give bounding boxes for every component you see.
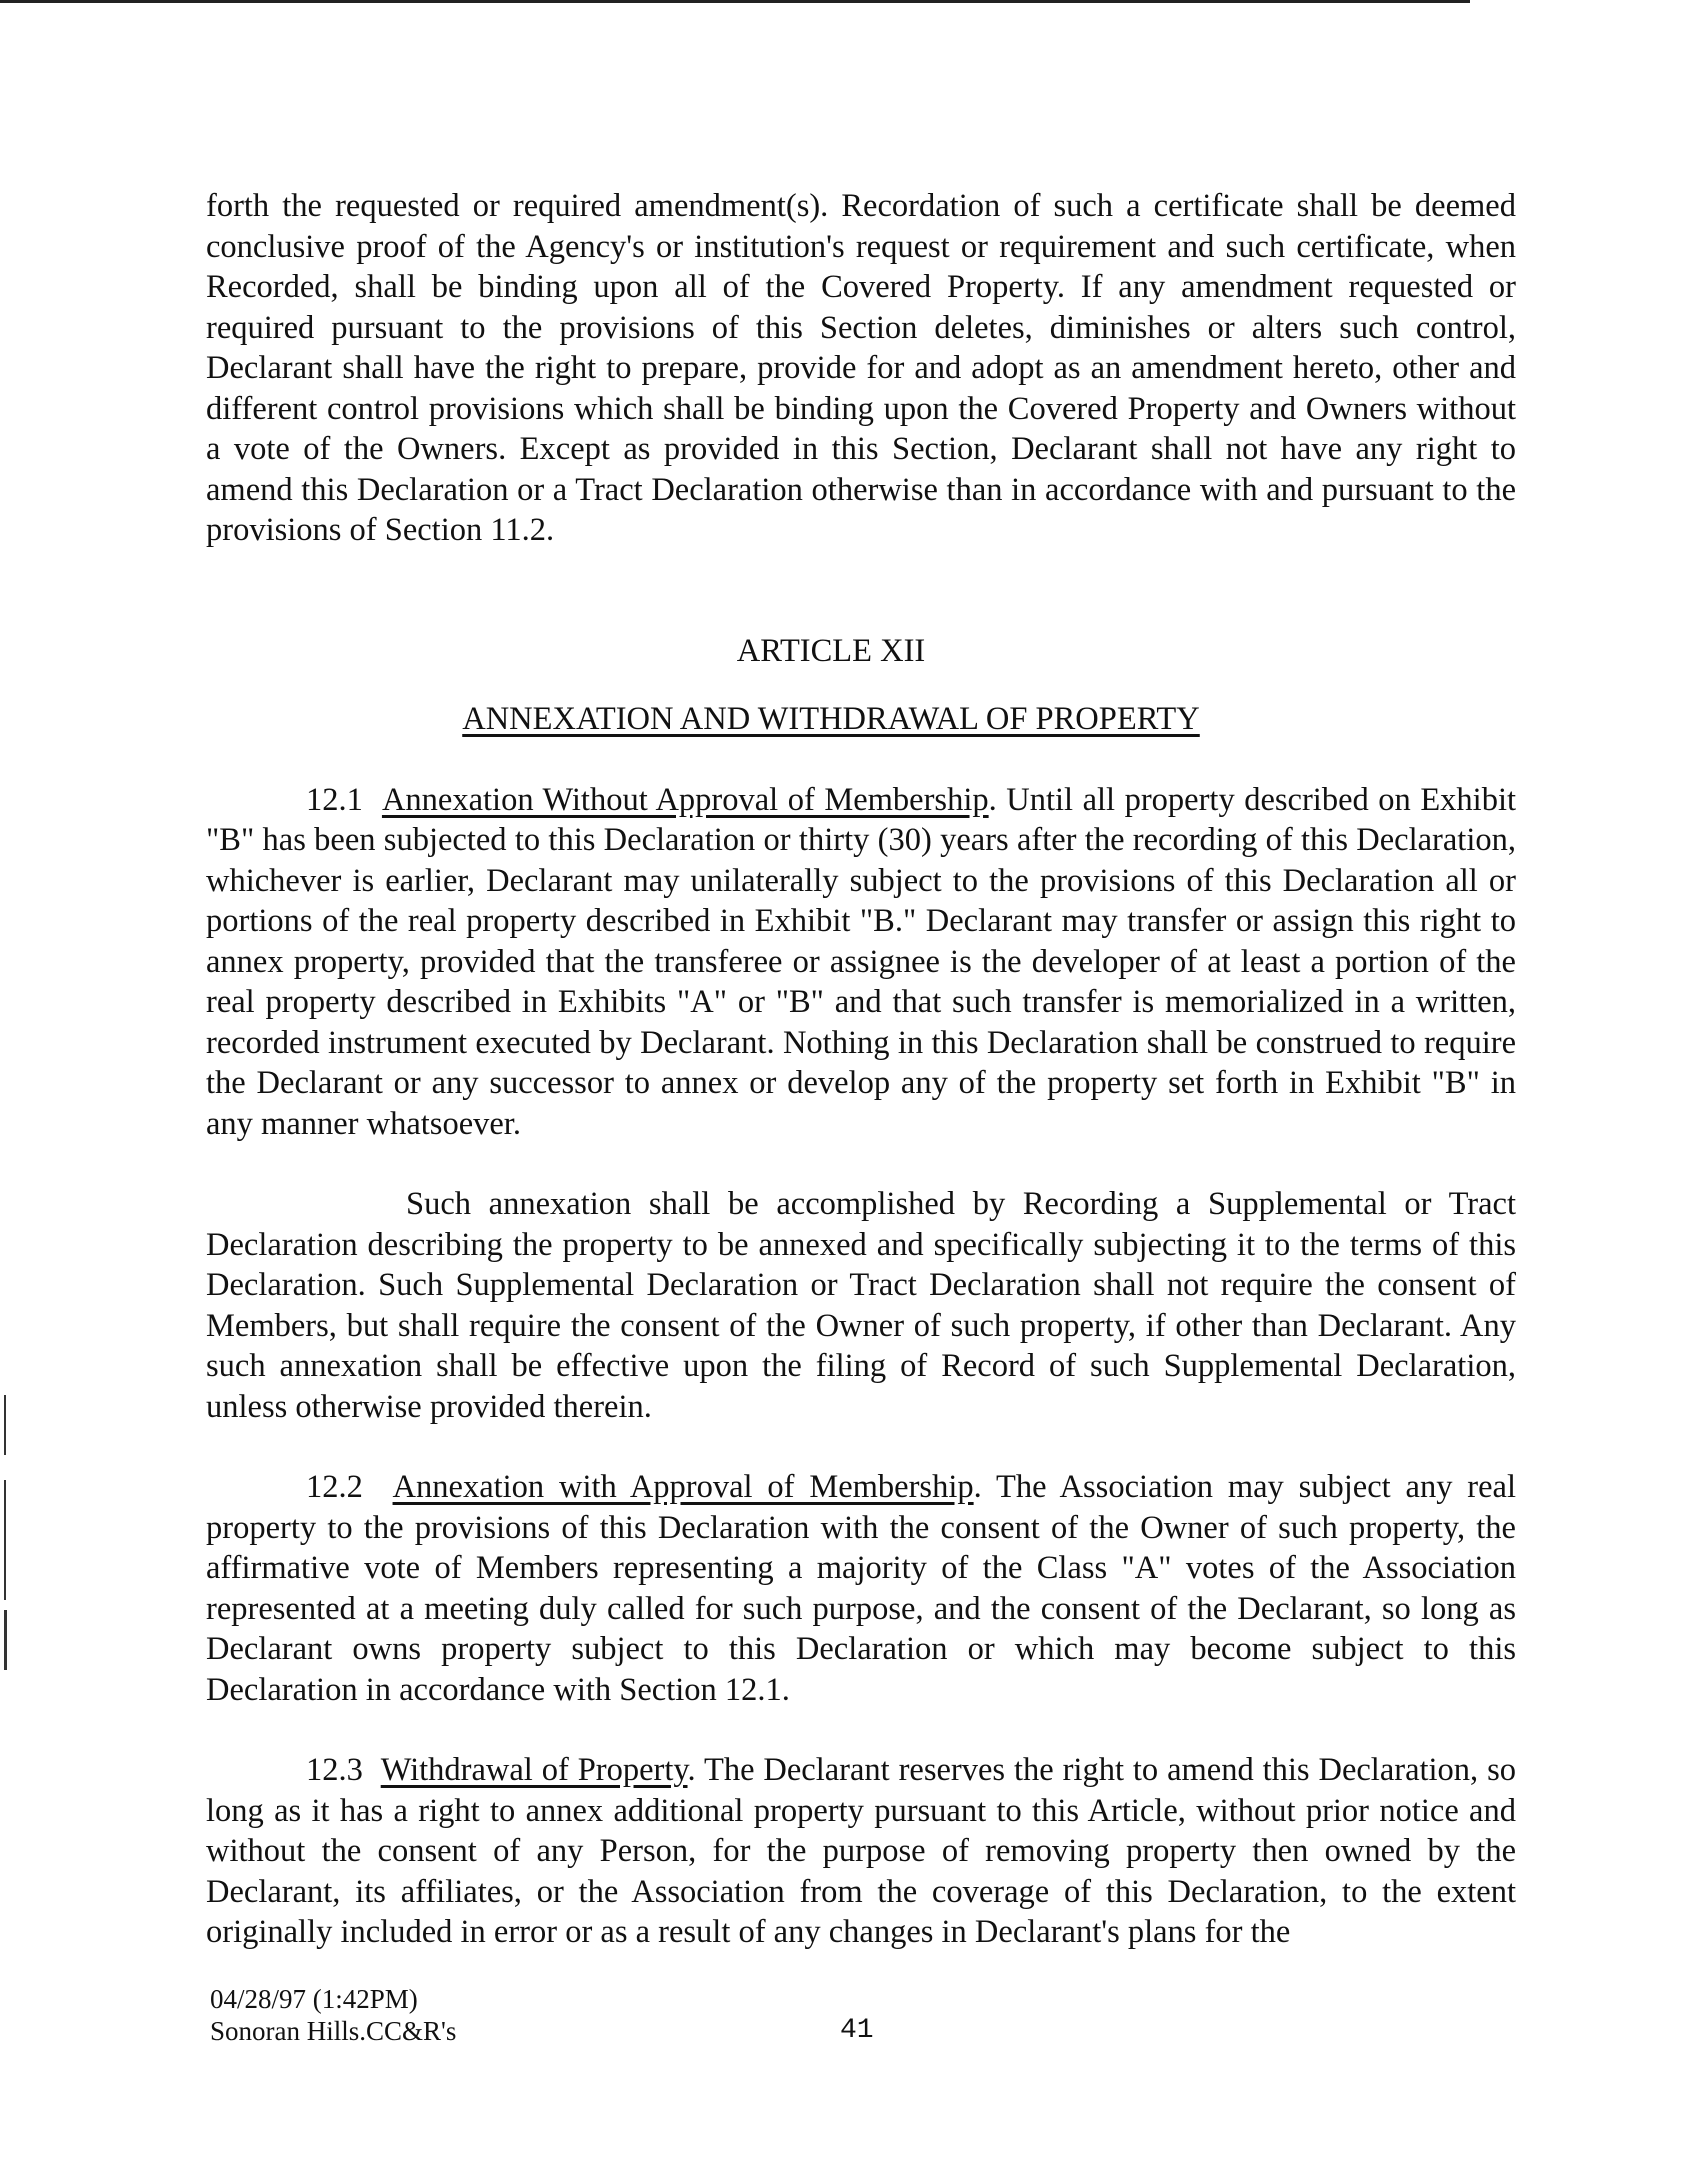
section-text: . Until all property described on Exhibit "B" has been subjected to this Declaration or thirty (30) years after the recording of this Declaration, whichever is earlier, Declarant may unilaterally subject to the provisions of this Declaration all or portions of the real property described in Exhibit "B." Declarant may transfer or assign this right to annex property, provided that the transferee or assignee is the developer of at least a portion of the real property described in Exhibits "A" or "B" and that such transfer is memorialized in a written, recorded instrument executed by Declarant. Nothing in this Declaration shall be construed to require the Declarant or any successor to annex or develop any of the property set forth in Exhibit "B" in any manner whatsoever. — [206, 781, 1517, 1142]
footer-date: 04/28/97 (1:42PM) — [210, 1984, 418, 2014]
article-title: ANNEXATION AND WITHDRAWAL OF PROPERTY — [462, 701, 1200, 737]
section-title: Annexation Without Approval of Membership — [381, 781, 989, 818]
section-12-1-continuation — [206, 1184, 1516, 1427]
section-12-2 — [206, 1467, 1516, 1710]
scan-edge-mark — [4, 1395, 6, 1455]
section-number: 12.3 — [306, 1752, 363, 1788]
scan-edge-mark — [4, 1610, 7, 1670]
section-number: 12.1 — [306, 781, 363, 818]
section-text: . The Declarant reserves the right to amend this Declaration, so long as it has a right to annex additional property pursuant to this Article, without prior notice and without the consent of any Person, for the purpose of removing property then owned by the Declarant, its affiliates, or the Association from the coverage of this Declaration, to the extent originally included in error or as a result of any changes in Declarant's plans for the — [206, 1752, 1516, 1950]
section-12-3 — [206, 1750, 1516, 1953]
footer-filename: Sonoran Hills.CC&R's — [210, 2016, 457, 2046]
article-heading: ARTICLE XII — [736, 632, 926, 669]
section-text: . The Association may subject any real property to the provisions of this Declaration with the consent of the Owner of such property, the affirmative vote of Members representing a majority of the Class "A" votes of the Association represented at a meeting duly called for such purpose, and the consent of the Declarant, so long as Declarant owns property subject to this Declaration or which may become subject to this Declaration in accordance with Section 12.1. — [206, 1469, 1516, 1708]
footer — [210, 1983, 456, 2047]
document-page — [206, 186, 1516, 1953]
section-title: Withdrawal of Property — [380, 1752, 688, 1788]
section-title: Annexation with Approval of Membership — [392, 1469, 974, 1505]
section-12-1 — [206, 780, 1516, 1145]
continued-paragraph: forth the requested or required amendment(s). Recordation of such a certificate shall be deemed conclusive proof of the Agency's or institution's request or requirement and such certificate, when Recorded, shall be binding upon all of the Covered Property. If any amendment requested or required pursuant to the provisions of this Section deletes, diminishes or alters such control, Declarant shall have the right to prepare, provide for and adopt as an amendment hereto, other and different control provisions which shall be binding upon the Covered Property and Owners without a vote of the Owners. Except as provided in this Section, Declarant shall not have any right to amend this Declaration or a Tract Declaration otherwise than in accordance with and pursuant to the provisions of Section 11.2. — [206, 188, 1516, 548]
scan-edge-mark — [4, 1480, 6, 1600]
annexation-paragraph: Such annexation shall be accomplished by Recording a Supplemental or Tract Declaration describing the property to be annexed and specifically subjecting it to the terms of this Declaration. Such Supplemental Declaration or Tract Declaration shall not require the consent of Members, but shall require the consent of the Owner of such property, if other than Declarant. Any such annexation shall be effective upon the filing of Record of such Supplemental Declaration, unless otherwise provided therein. — [206, 1186, 1516, 1425]
page-number: 41 — [840, 2015, 874, 2046]
top-scan-rule — [0, 0, 1470, 3]
section-number: 12.2 — [306, 1469, 363, 1505]
